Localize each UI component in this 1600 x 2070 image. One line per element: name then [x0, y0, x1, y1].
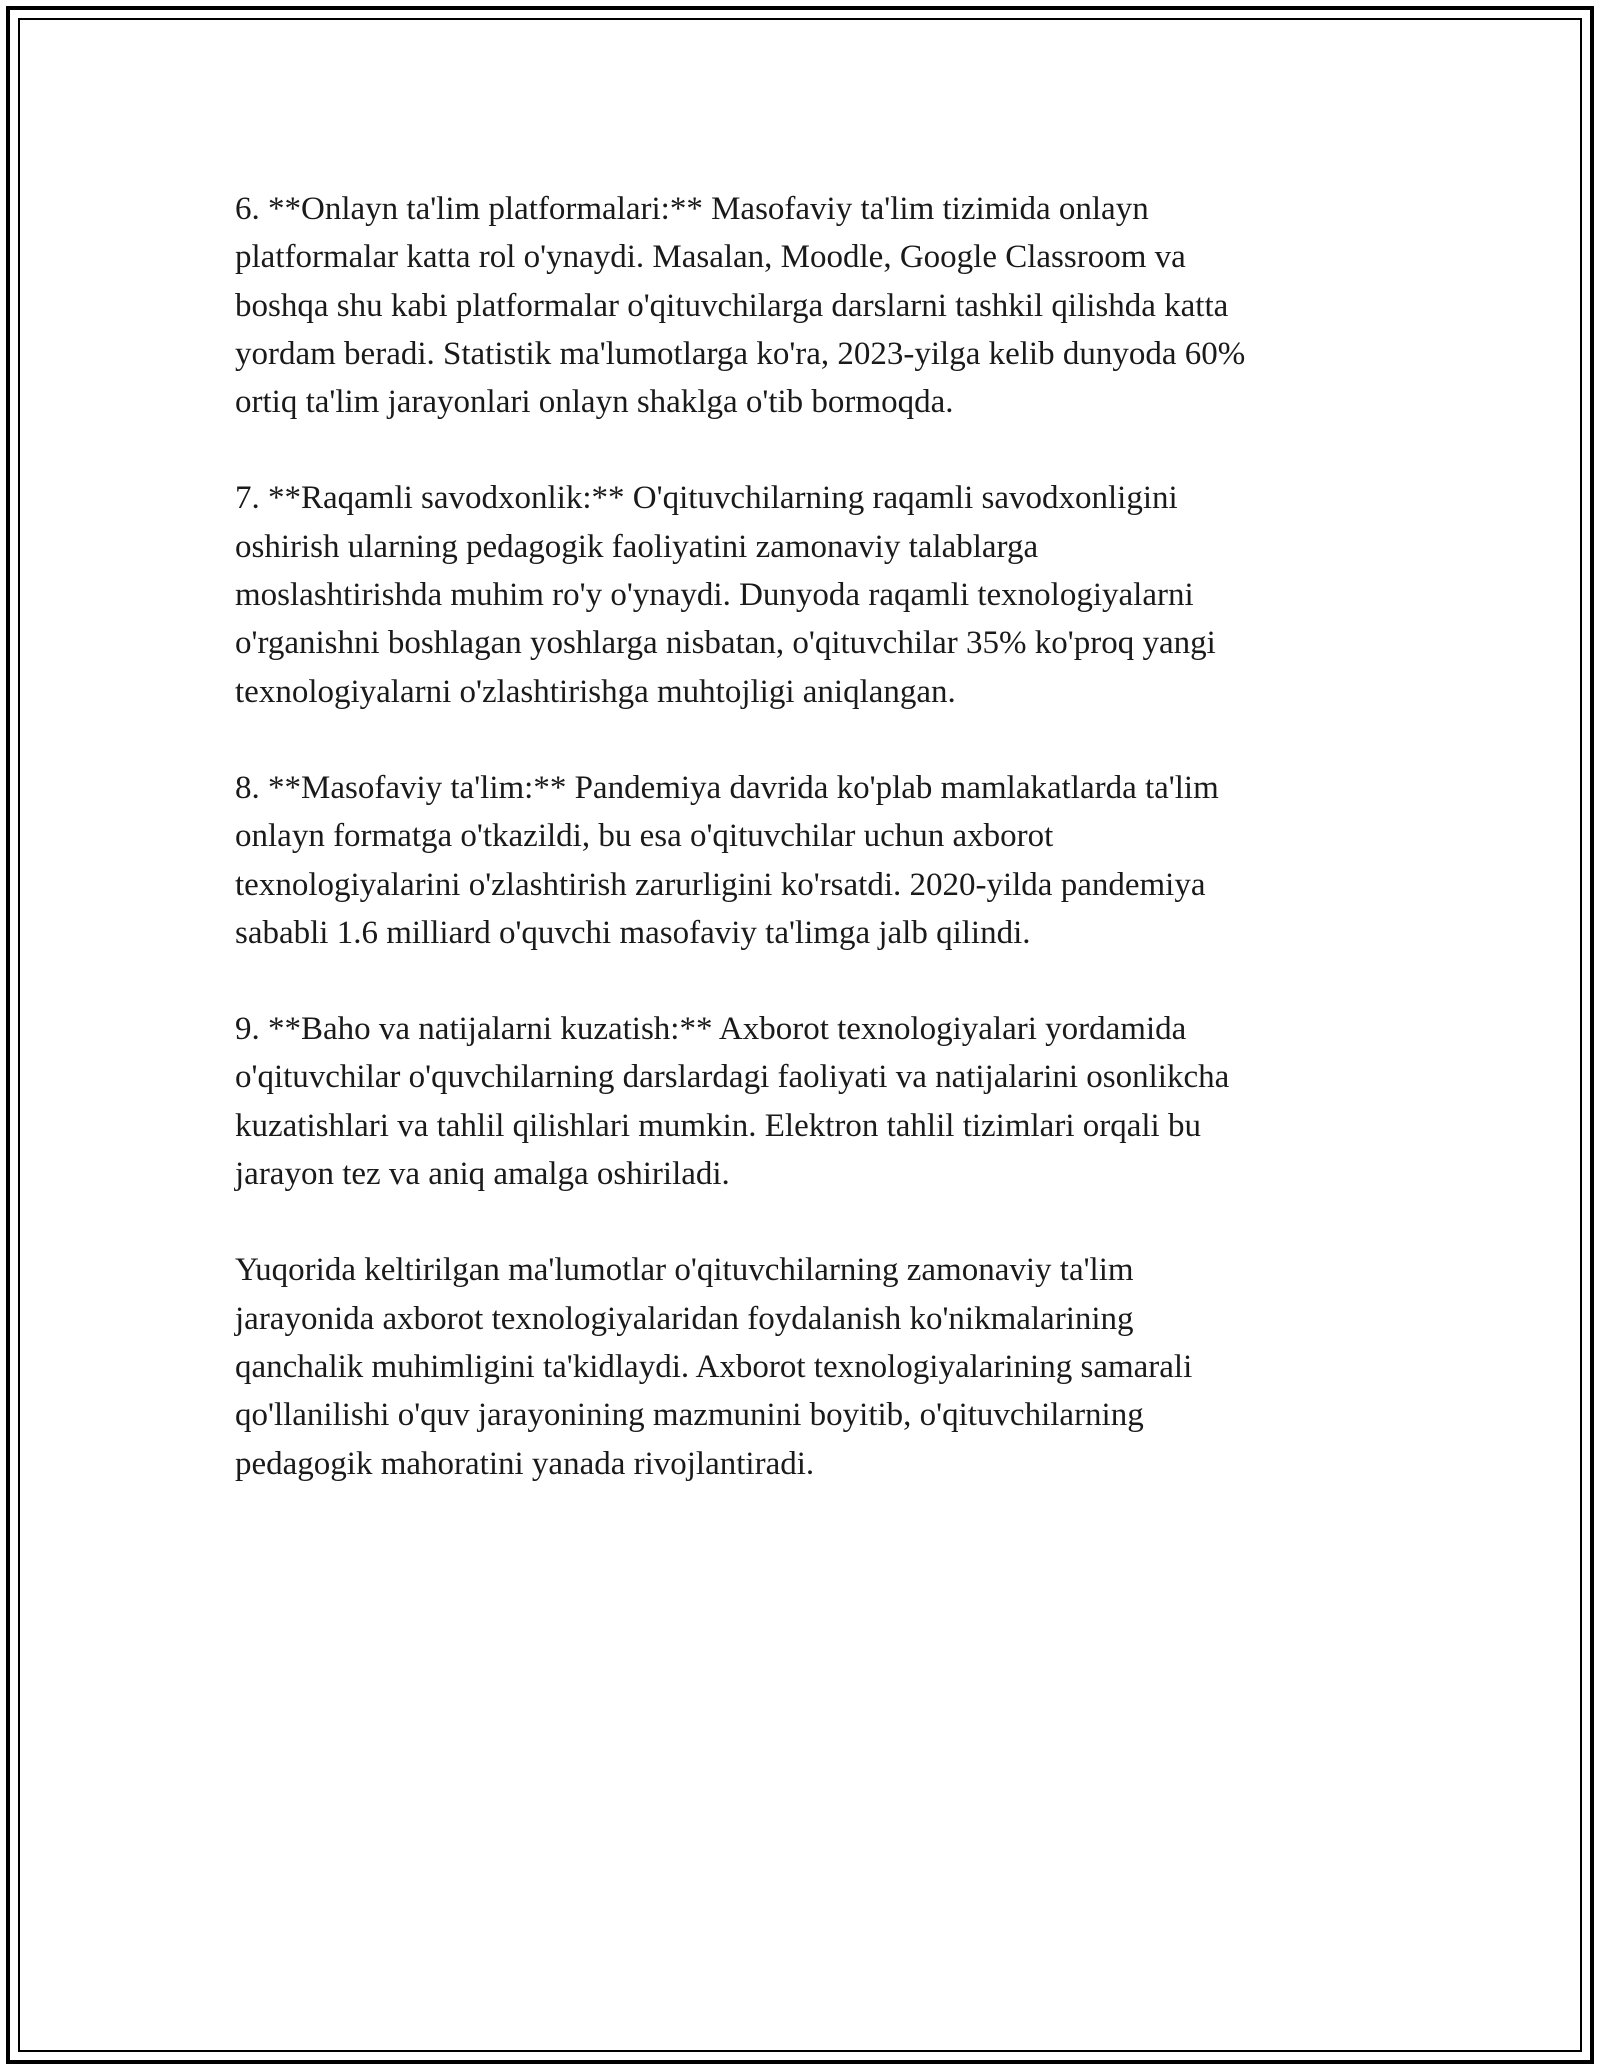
text-line: kuzatishlari va tahlil qilishlari mumkin. Elektron tahlil tizimlari orqali bu [235, 1107, 1201, 1144]
text-line: pedagogik mahoratini yanada rivojlantiradi. [235, 1445, 815, 1482]
text-line: o'qituvchilar o'quvchilarning darslardagi faoliyati va natijalarini osonlikcha [235, 1059, 1230, 1096]
paragraph-online-platforms [235, 185, 1375, 426]
text-line: ortiq ta'lim jarayonlari onlayn shaklga o'tib bormoqda. [235, 384, 954, 421]
text-line: jarayonida axborot texnologiyalaridan foydalanish ko'nikmalarining [235, 1300, 1134, 1337]
text-line: o'rganishni boshlagan yoshlarga nisbatan, o'qituvchilar 35% ko'proq yangi [235, 625, 1216, 662]
text-line: 8. **Masofaviy ta'lim:** Pandemiya davrida ko'plab mamlakatlarda ta'lim [235, 769, 1219, 806]
text-line: oshirish ularning pedagogik faoliyatini zamonaviy talablarga [235, 528, 1039, 565]
paragraph-assessment-tracking [235, 1005, 1375, 1198]
paragraph-digital-literacy [235, 474, 1375, 715]
text-line: sababli 1.6 milliard o'quvchi masofaviy ta'limga jalb qilindi. [235, 914, 1031, 951]
text-line: 7. **Raqamli savodxonlik:** O'qituvchilarning raqamli savodxonligini [235, 480, 1178, 517]
text-line: boshqa shu kabi platformalar o'qituvchilarga darslarni tashkil qilishda katta [235, 287, 1229, 324]
text-line: Yuqorida keltirilgan ma'lumotlar o'qituvchilarning zamonaviy ta'lim [235, 1252, 1134, 1289]
text-line: moslashtirishda muhim ro'y o'ynaydi. Dunyoda raqamli texnologiyalarni [235, 577, 1194, 614]
paragraph-distance-learning [235, 764, 1375, 957]
text-line: texnologiyalarini o'zlashtirish zarurligini ko'rsatdi. 2020-yilda pandemiya [235, 866, 1206, 903]
text-line: 6. **Onlayn ta'lim platformalari:** Masofaviy ta'lim tizimida onlayn [235, 191, 1149, 227]
text-line: qanchalik muhimligini ta'kidlaydi. Axborot texnologiyalarining samarali [235, 1348, 1193, 1385]
text-line: texnologiyalarni o'zlashtirishga muhtojligi aniqlangan. [235, 673, 956, 710]
document-body [235, 185, 1375, 1536]
text-line: onlayn formatga o'tkazildi, bu esa o'qituvchilar uchun axborot [235, 818, 1054, 855]
text-line: 9. **Baho va natijalarni kuzatish:** Axborot texnologiyalari yordamida [235, 1011, 1187, 1048]
text-line: qo'llanilishi o'quv jarayonining mazmunini boyitib, o'qituvchilarning [235, 1397, 1144, 1434]
paragraph-conclusion [235, 1246, 1375, 1487]
text-line: jarayon tez va aniq amalga oshiriladi. [235, 1156, 730, 1193]
text-line: platformalar katta rol o'ynaydi. Masalan, Moodle, Google Classroom va [235, 239, 1186, 276]
text-line: yordam beradi. Statistik ma'lumotlarga ko'ra, 2023-yilga kelib dunyoda 60% [235, 335, 1246, 372]
